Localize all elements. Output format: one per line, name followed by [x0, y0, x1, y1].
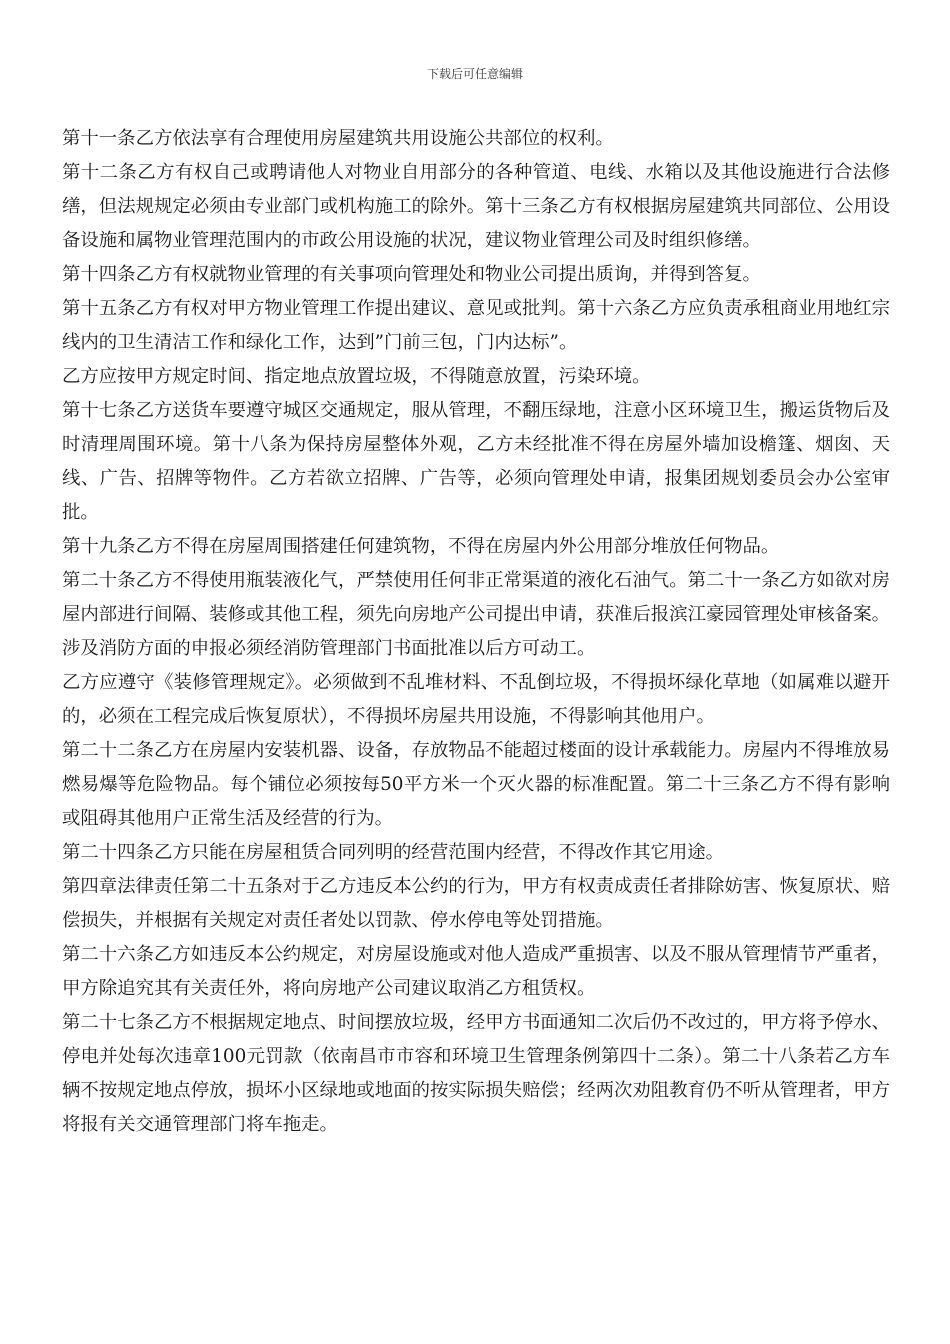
- paragraph-article-27-28: 第二十七条乙方不根据规定地点、时间摆放垃圾，经甲方书面通知二次后仍不改过的，甲方将予停水、停电并处每次违章100元罚款（依南昌市市容和环境卫生管理条例第四十二条）。第二十八条若乙方车辆不按规定地点停放，损坏小区绿地或地面的按实际损失赔偿；经两次劝阻教育仍不听从管理者，甲方将报有关交通管理部门将车拖走。: [62, 1012, 890, 1135]
- paragraph-article-19: 第十九条乙方不得在房屋周围搭建任何建筑物，不得在房屋内外公用部分堆放任何物品。: [62, 536, 780, 557]
- paragraph-article-17-18: 第十七条乙方送货车要遵守城区交通规定，服从管理，不翻压绿地，注意小区环境卫生，搬运货物后及时清理周围环境。第十八条为保持房屋整体外观，乙方未经批准不得在房屋外墙加设檐篷、烟囱、天线、广告、招牌等物件。乙方若欲立招牌、广告等，必须向管理处申请，报集团规划委员会办公室审批。: [62, 400, 890, 523]
- paragraph-article-14: 第十四条乙方有权就物业管理的有关事项向管理处和物业公司提出质询，并得到答复。: [62, 264, 761, 285]
- paragraph-renovation-rules: 乙方应遵守《装修管理规定》。必须做到不乱堆材料、不乱倒垃圾，不得损坏绿化草地（如属难以避开的，必须在工程完成后恢复原状），不得损坏房屋共用设施，不得影响其他用户。: [62, 672, 890, 727]
- paragraph-article-26: 第二十六条乙方如违反本公约规定，对房屋设施或对他人造成严重损害、以及不服从管理情节严重者，甲方除追究其有关责任外，将向房地产公司建议取消乙方租赁权。: [62, 944, 890, 999]
- paragraph-article-20-21: 第二十条乙方不得使用瓶装液化气，严禁使用任何非正常渠道的液化石油气。第二十一条乙方如欲对房屋内部进行间隔、装修或其他工程，须先向房地产公司提出申请，获准后报滨江豪园管理处审核备案。涉及消防方面的申报必须经消防管理部门书面批准以后方可动工。: [62, 570, 890, 659]
- page-header: 下载后可任意编辑: [426, 67, 523, 81]
- paragraph-chapter-4-article-25: 第四章法律责任第二十五条对于乙方违反本公约的行为，甲方有权责成责任者排除妨害、恢复原状、赔偿损失，并根据有关规定对责任者处以罚款、停水停电等处罚措施。: [62, 876, 890, 931]
- document-body: [62, 122, 890, 1142]
- paragraph-article-15-16: 第十五条乙方有权对甲方物业管理工作提出建议、意见或批判。第十六条乙方应负责承租商业用地红宗线内的卫生清洁工作和绿化工作，达到”门前三包，门内达标”。: [62, 298, 890, 353]
- paragraph-article-11: 第十一条乙方依法享有合理使用房屋建筑共用设施公共部位的权利。: [62, 128, 614, 149]
- paragraph-article-22-23: 第二十二条乙方在房屋内安装机器、设备，存放物品不能超过楼面的设计承载能力。房屋内不得堆放易燃易爆等危险物品。每个铺位必须按每50平方米一个灭火器的标准配置。第二十三条乙方不得有影响或阻碍其他用户正常生活及经营的行为。: [62, 740, 890, 829]
- paragraph-article-24: 第二十四条乙方只能在房屋租赁合同列明的经营范围内经营，不得改作其它用途。: [62, 842, 725, 863]
- paragraph-garbage-placement: 乙方应按甲方规定时间、指定地点放置垃圾，不得随意放置，污染环境。: [62, 366, 651, 387]
- paragraph-article-12-13: 第十二条乙方有权自己或聘请他人对物业自用部分的各种管道、电线、水箱以及其他设施进行合法修缮，但法规规定必须由专业部门或机构施工的除外。第十三条乙方有权根据房屋建筑共同部位、公用设备设施和属物业管理范围内的市政公用设施的状况，建议物业管理公司及时组织修缮。: [62, 162, 890, 251]
